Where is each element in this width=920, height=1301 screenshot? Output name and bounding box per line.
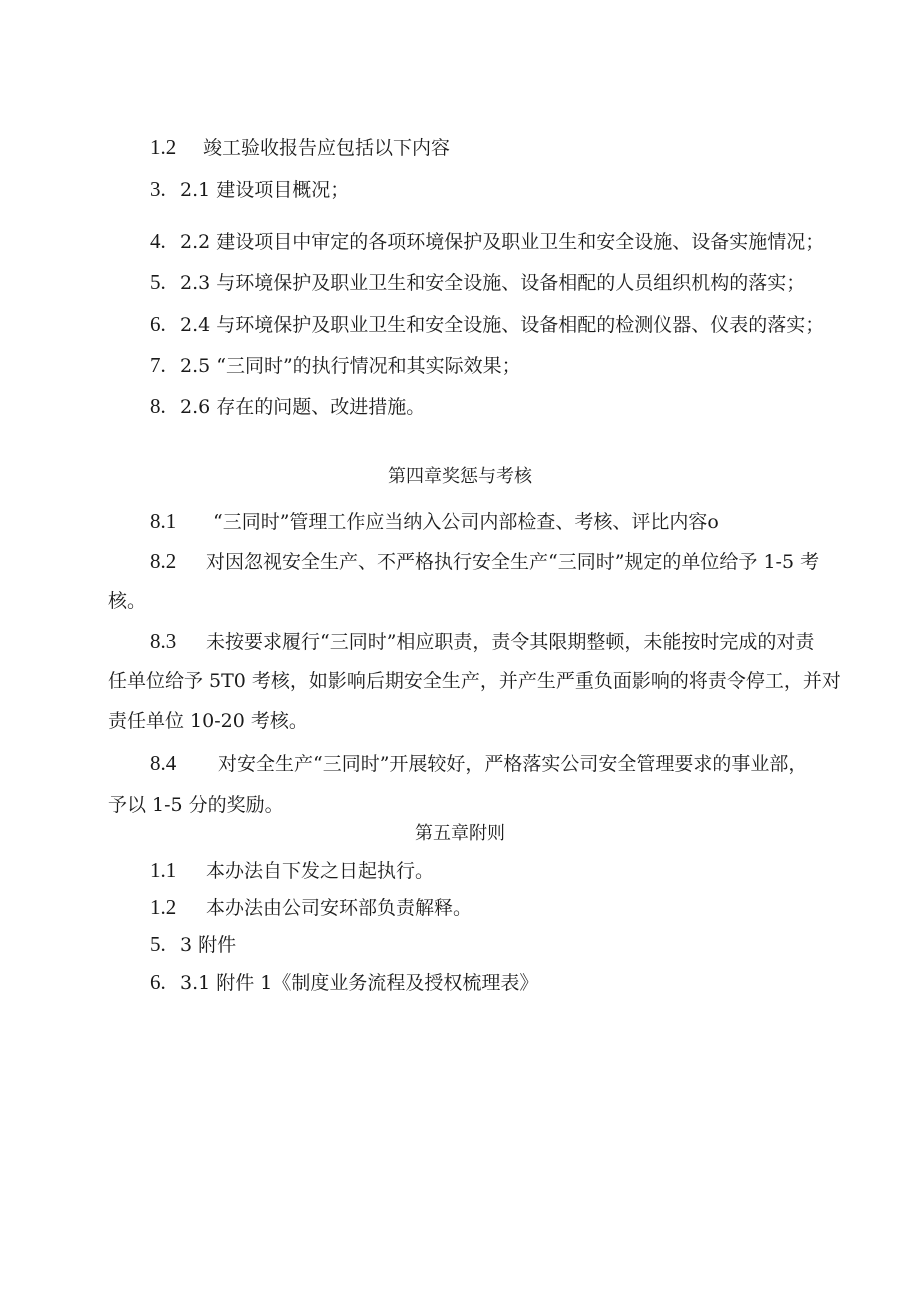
item-text: 本办法自下发之日起执行。 [206,860,435,882]
item-text: 2.1 建设项目概况； [180,179,350,201]
item-number: 7. [150,353,166,377]
paragraph-line: 责任单位 10-20 考核。 [108,710,308,732]
item-text: 2.5 “三同时”的执行情况和其实际效果； [180,355,521,377]
list-item [150,895,472,920]
item-text: 竣工验收报告应包括以下内容 [203,137,451,159]
item-number: 5. [150,270,166,294]
paragraph-line: 予以 1-5 分的奖励。 [108,794,284,816]
list-item [150,229,824,254]
list-item [150,932,236,957]
item-number: 8. [150,394,166,418]
chapter-heading: 第四章奖惩与考核 [388,466,532,487]
paragraph-line: 核。 [108,590,147,612]
list-item [150,270,805,295]
paragraph-line: 任单位给予 5T0 考核，如影响后期安全生产，并产生严重负面影响的将责令停工，并对 [108,670,841,692]
list-item [150,312,824,337]
item-number: 6. [150,312,166,336]
item-number: 4. [150,229,166,253]
item-number: 8.2 [150,549,177,573]
item-text: 3 附件 [180,934,237,956]
item-text: 2.2 建设项目中审定的各项环境保护及职业卫生和安全设施、设备实施情况； [180,231,825,253]
item-number: 1.2 [150,135,177,159]
list-item [150,629,814,654]
item-text: “三同时”管理工作应当纳入公司内部检查、考核、评比内容o [213,511,719,533]
item-text: 本办法由公司安环部负责解释。 [206,897,473,919]
item-text: 对因忽视安全生产、不严格执行安全生产“三同时”规定的单位给予 1-5 考 [206,551,820,573]
item-number: 8.4 [150,751,177,775]
list-item [150,751,807,776]
item-number: 3. [150,177,166,201]
item-text: 3.1 附件 1《制度业务流程及授权梳理表》 [180,972,539,994]
list-item [150,549,819,574]
item-number: 8.1 [150,509,177,533]
item-number: 8.3 [150,629,177,653]
list-item [150,353,521,378]
item-number: 1.2 [150,895,177,919]
item-text: 2.6 存在的问题、改进措施。 [180,396,426,418]
list-item [150,970,538,995]
item-text: 2.3 与环境保护及职业卫生和安全设施、设备相配的人员组织机构的落实； [180,272,806,294]
item-text: 未按要求履行“三同时”相应职责，责令其限期整顿，未能按时完成的对责 [206,631,815,653]
item-number: 6. [150,970,166,994]
item-text: 2.4 与环境保护及职业卫生和安全设施、设备相配的检测仪器、仪表的落实； [180,314,825,336]
list-item [150,135,450,160]
list-item [150,509,719,534]
item-text: 对安全生产“三同时”开展较好，严格落实公司安全管理要求的事业部， [218,753,808,775]
chapter-heading: 第五章附则 [415,823,505,844]
item-number: 1.1 [150,858,177,882]
list-item [150,177,349,202]
item-number: 5. [150,932,166,956]
list-item [150,394,425,419]
list-item [150,858,434,883]
